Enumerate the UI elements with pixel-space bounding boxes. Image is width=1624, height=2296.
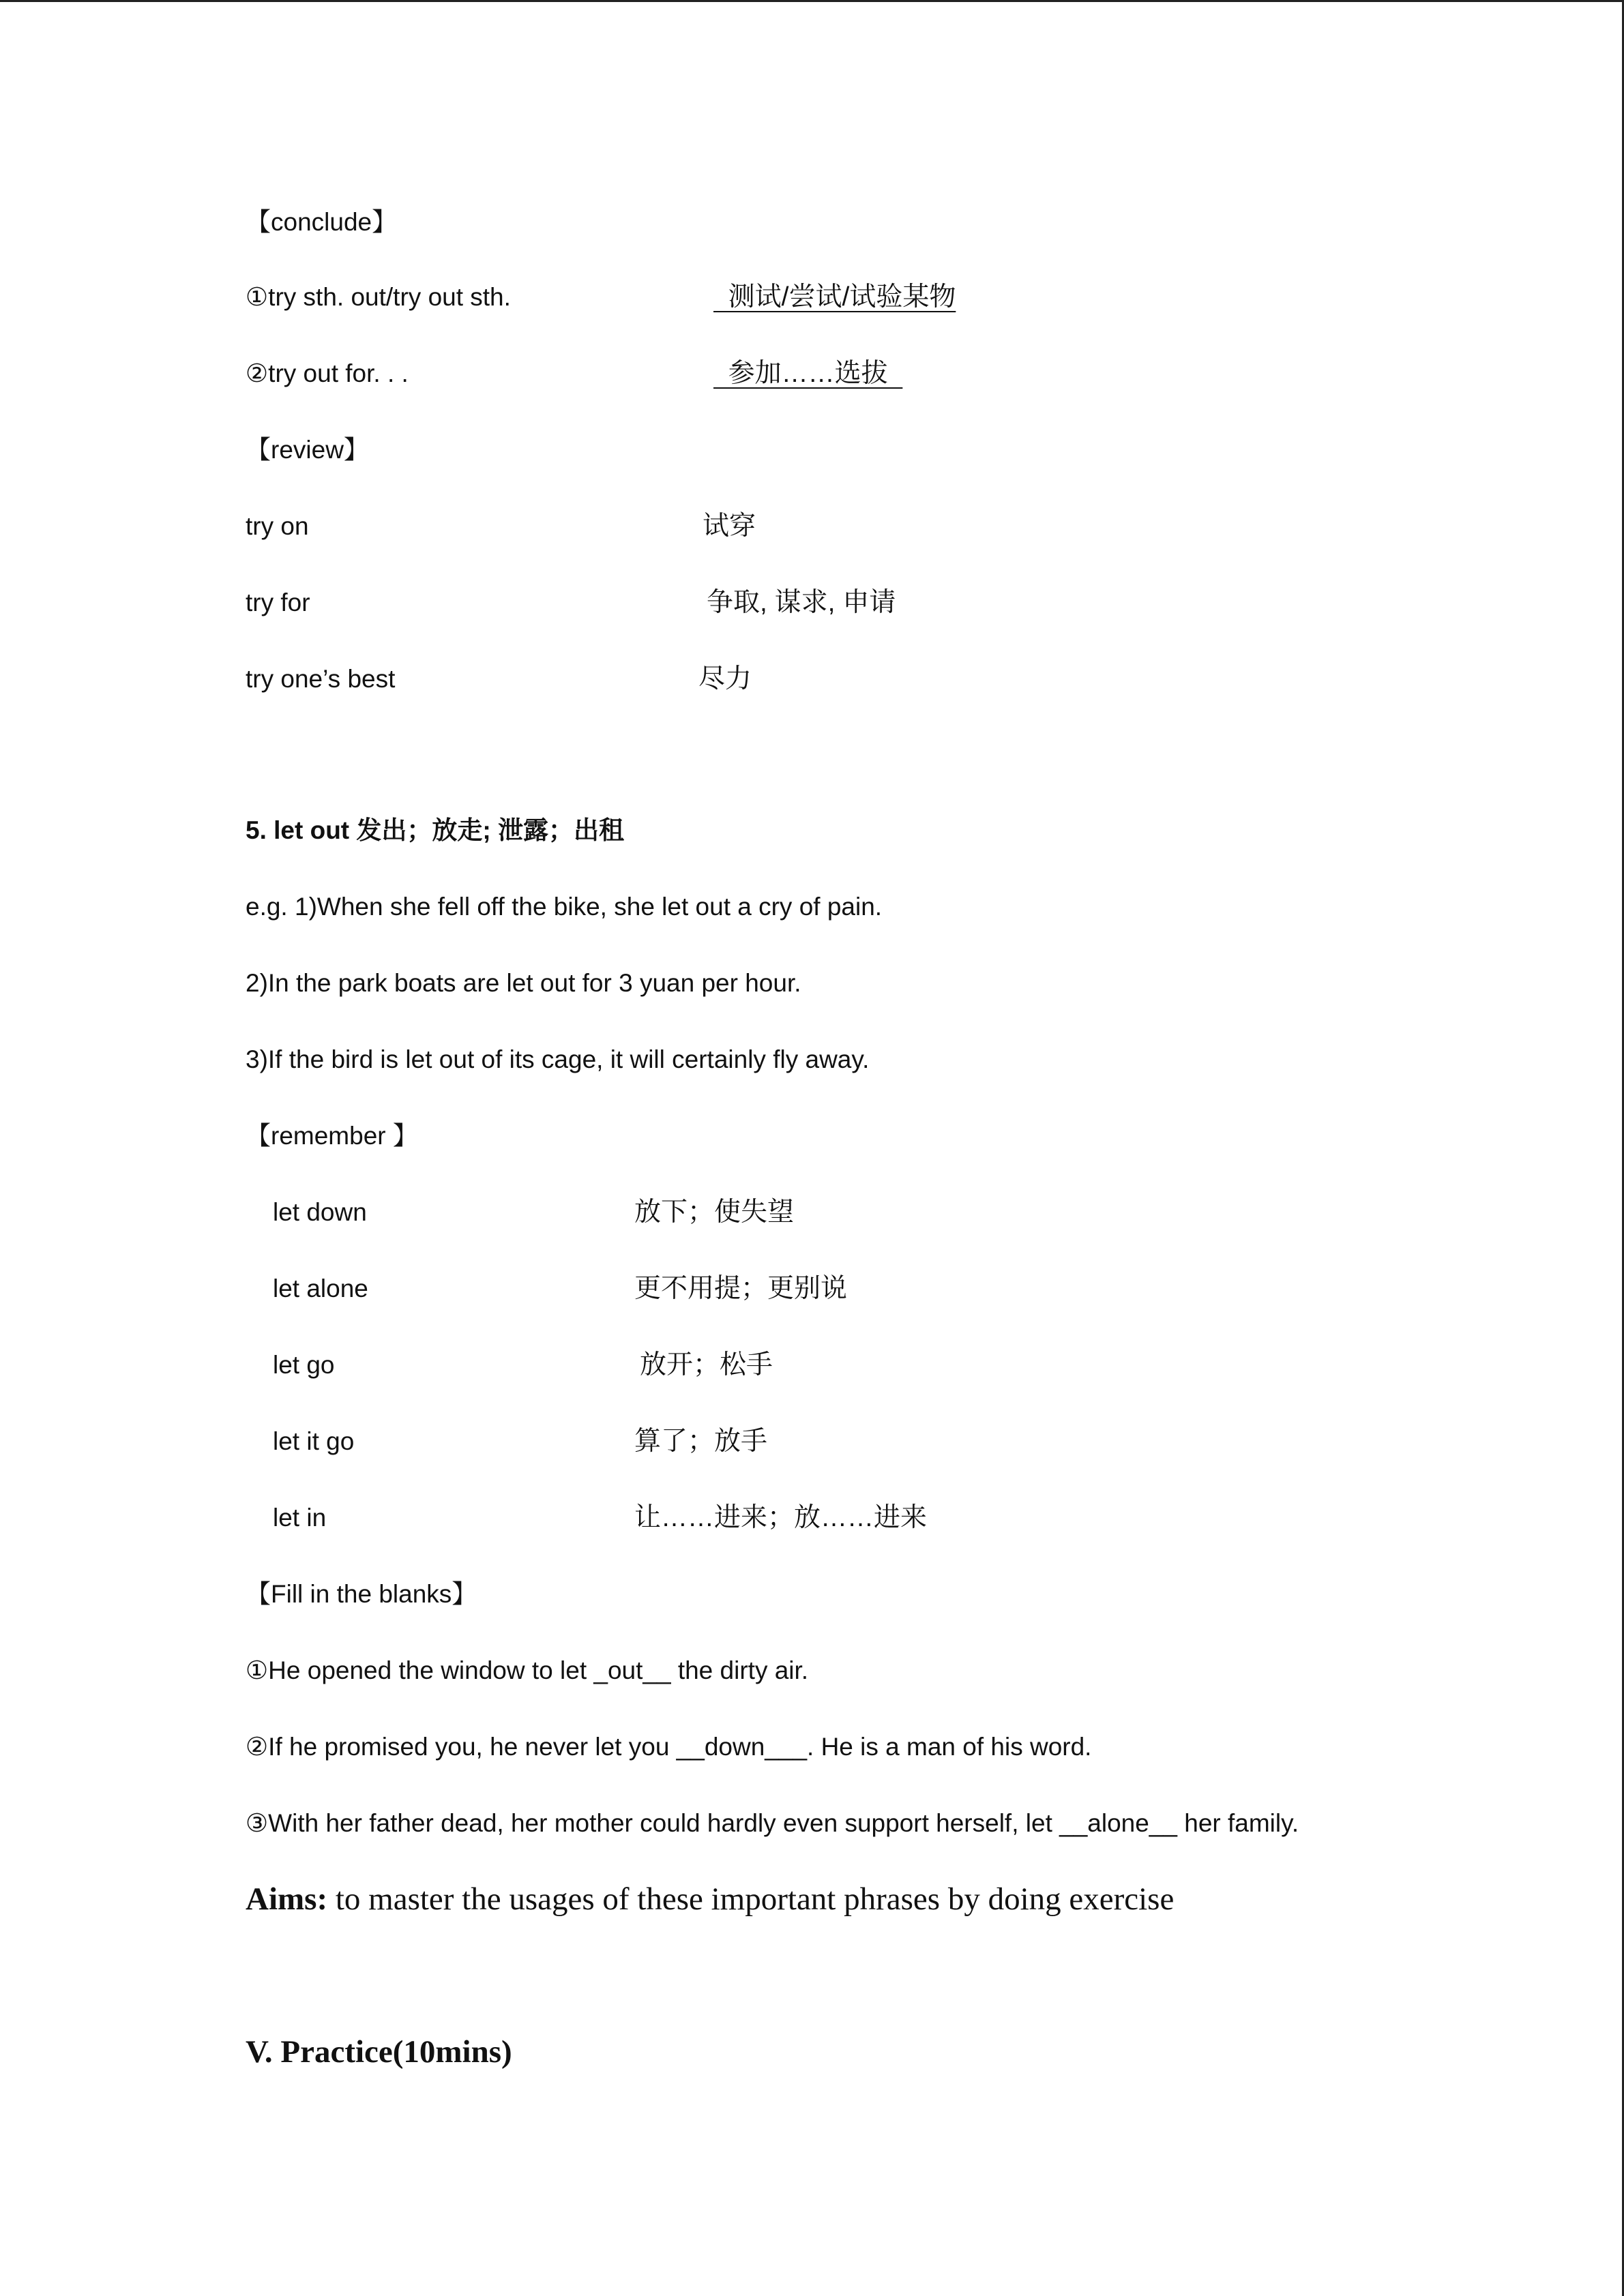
review-phrase-2: try for xyxy=(246,588,310,616)
review-meaning-3: 尽力 xyxy=(698,664,752,694)
conclude-meaning-2: 参加……选拔 xyxy=(713,359,903,388)
aims-line xyxy=(246,1877,1174,1922)
remember-meaning-1: 放下；使失望 xyxy=(634,1197,795,1227)
fill-item-2: ②If he promised you, he never let you __down___. He is a man of his word. xyxy=(246,1733,1092,1761)
remember-phrase-2: let alone xyxy=(273,1274,368,1302)
review-heading: 【review】 xyxy=(246,436,369,464)
fill-heading: 【Fill in the blanks】 xyxy=(246,1580,477,1608)
review-meaning-2: 争取, 谋求, 申请 xyxy=(707,588,896,617)
conclude-phrase-1: ①try sth. out/try out sth. xyxy=(246,283,511,311)
remember-phrase-1: let down xyxy=(273,1198,367,1226)
practice-heading: V. Practice(10mins) xyxy=(246,2034,512,2070)
remember-heading: 【remember 】 xyxy=(246,1122,418,1150)
conclude-meaning-1: 测试/尝试/试验某物 xyxy=(713,282,956,312)
review-phrase-1: try on xyxy=(246,512,309,540)
remember-phrase-4: let it go xyxy=(273,1427,355,1455)
conclude-phrase-2: ②try out for. . . xyxy=(246,359,409,387)
review-phrase-3: try one’s best xyxy=(246,665,396,693)
section-5-title xyxy=(246,811,624,850)
example-1: e.g. 1)When she fell off the bike, she let out a cry of pain. xyxy=(246,893,883,921)
aims-text: to master the usages of these important phrases by doing exercise xyxy=(327,1881,1175,1917)
remember-meaning-3: 放开；松手 xyxy=(640,1350,773,1380)
fill-item-3: ③With her father dead, her mother could hardly even support herself, let __alone__ her family. xyxy=(246,1809,1299,1837)
fill-item-1: ①He opened the window to let _out__ the dirty air. xyxy=(246,1656,809,1684)
remember-phrase-5: let in xyxy=(273,1504,327,1532)
aims-label: Aims: xyxy=(246,1881,328,1917)
remember-meaning-5: 让……进来；放……进来 xyxy=(634,1503,928,1532)
remember-phrase-3: let go xyxy=(273,1351,335,1379)
section-5-title-en: 5. let out xyxy=(246,816,350,844)
example-2: 2)In the park boats are let out for 3 yuan per hour. xyxy=(246,969,801,997)
remember-meaning-4: 算了；放手 xyxy=(634,1427,768,1456)
section-5-title-zh: 发出；放走; 泄露；出租 xyxy=(356,816,625,844)
page-top-border xyxy=(0,0,1624,2)
example-3: 3)If the bird is let out of its cage, it will certainly fly away. xyxy=(246,1045,870,1073)
review-meaning-1: 试穿 xyxy=(703,511,756,541)
remember-meaning-2: 更不用提；更别说 xyxy=(634,1274,848,1303)
conclude-heading: 【conclude】 xyxy=(246,208,398,236)
